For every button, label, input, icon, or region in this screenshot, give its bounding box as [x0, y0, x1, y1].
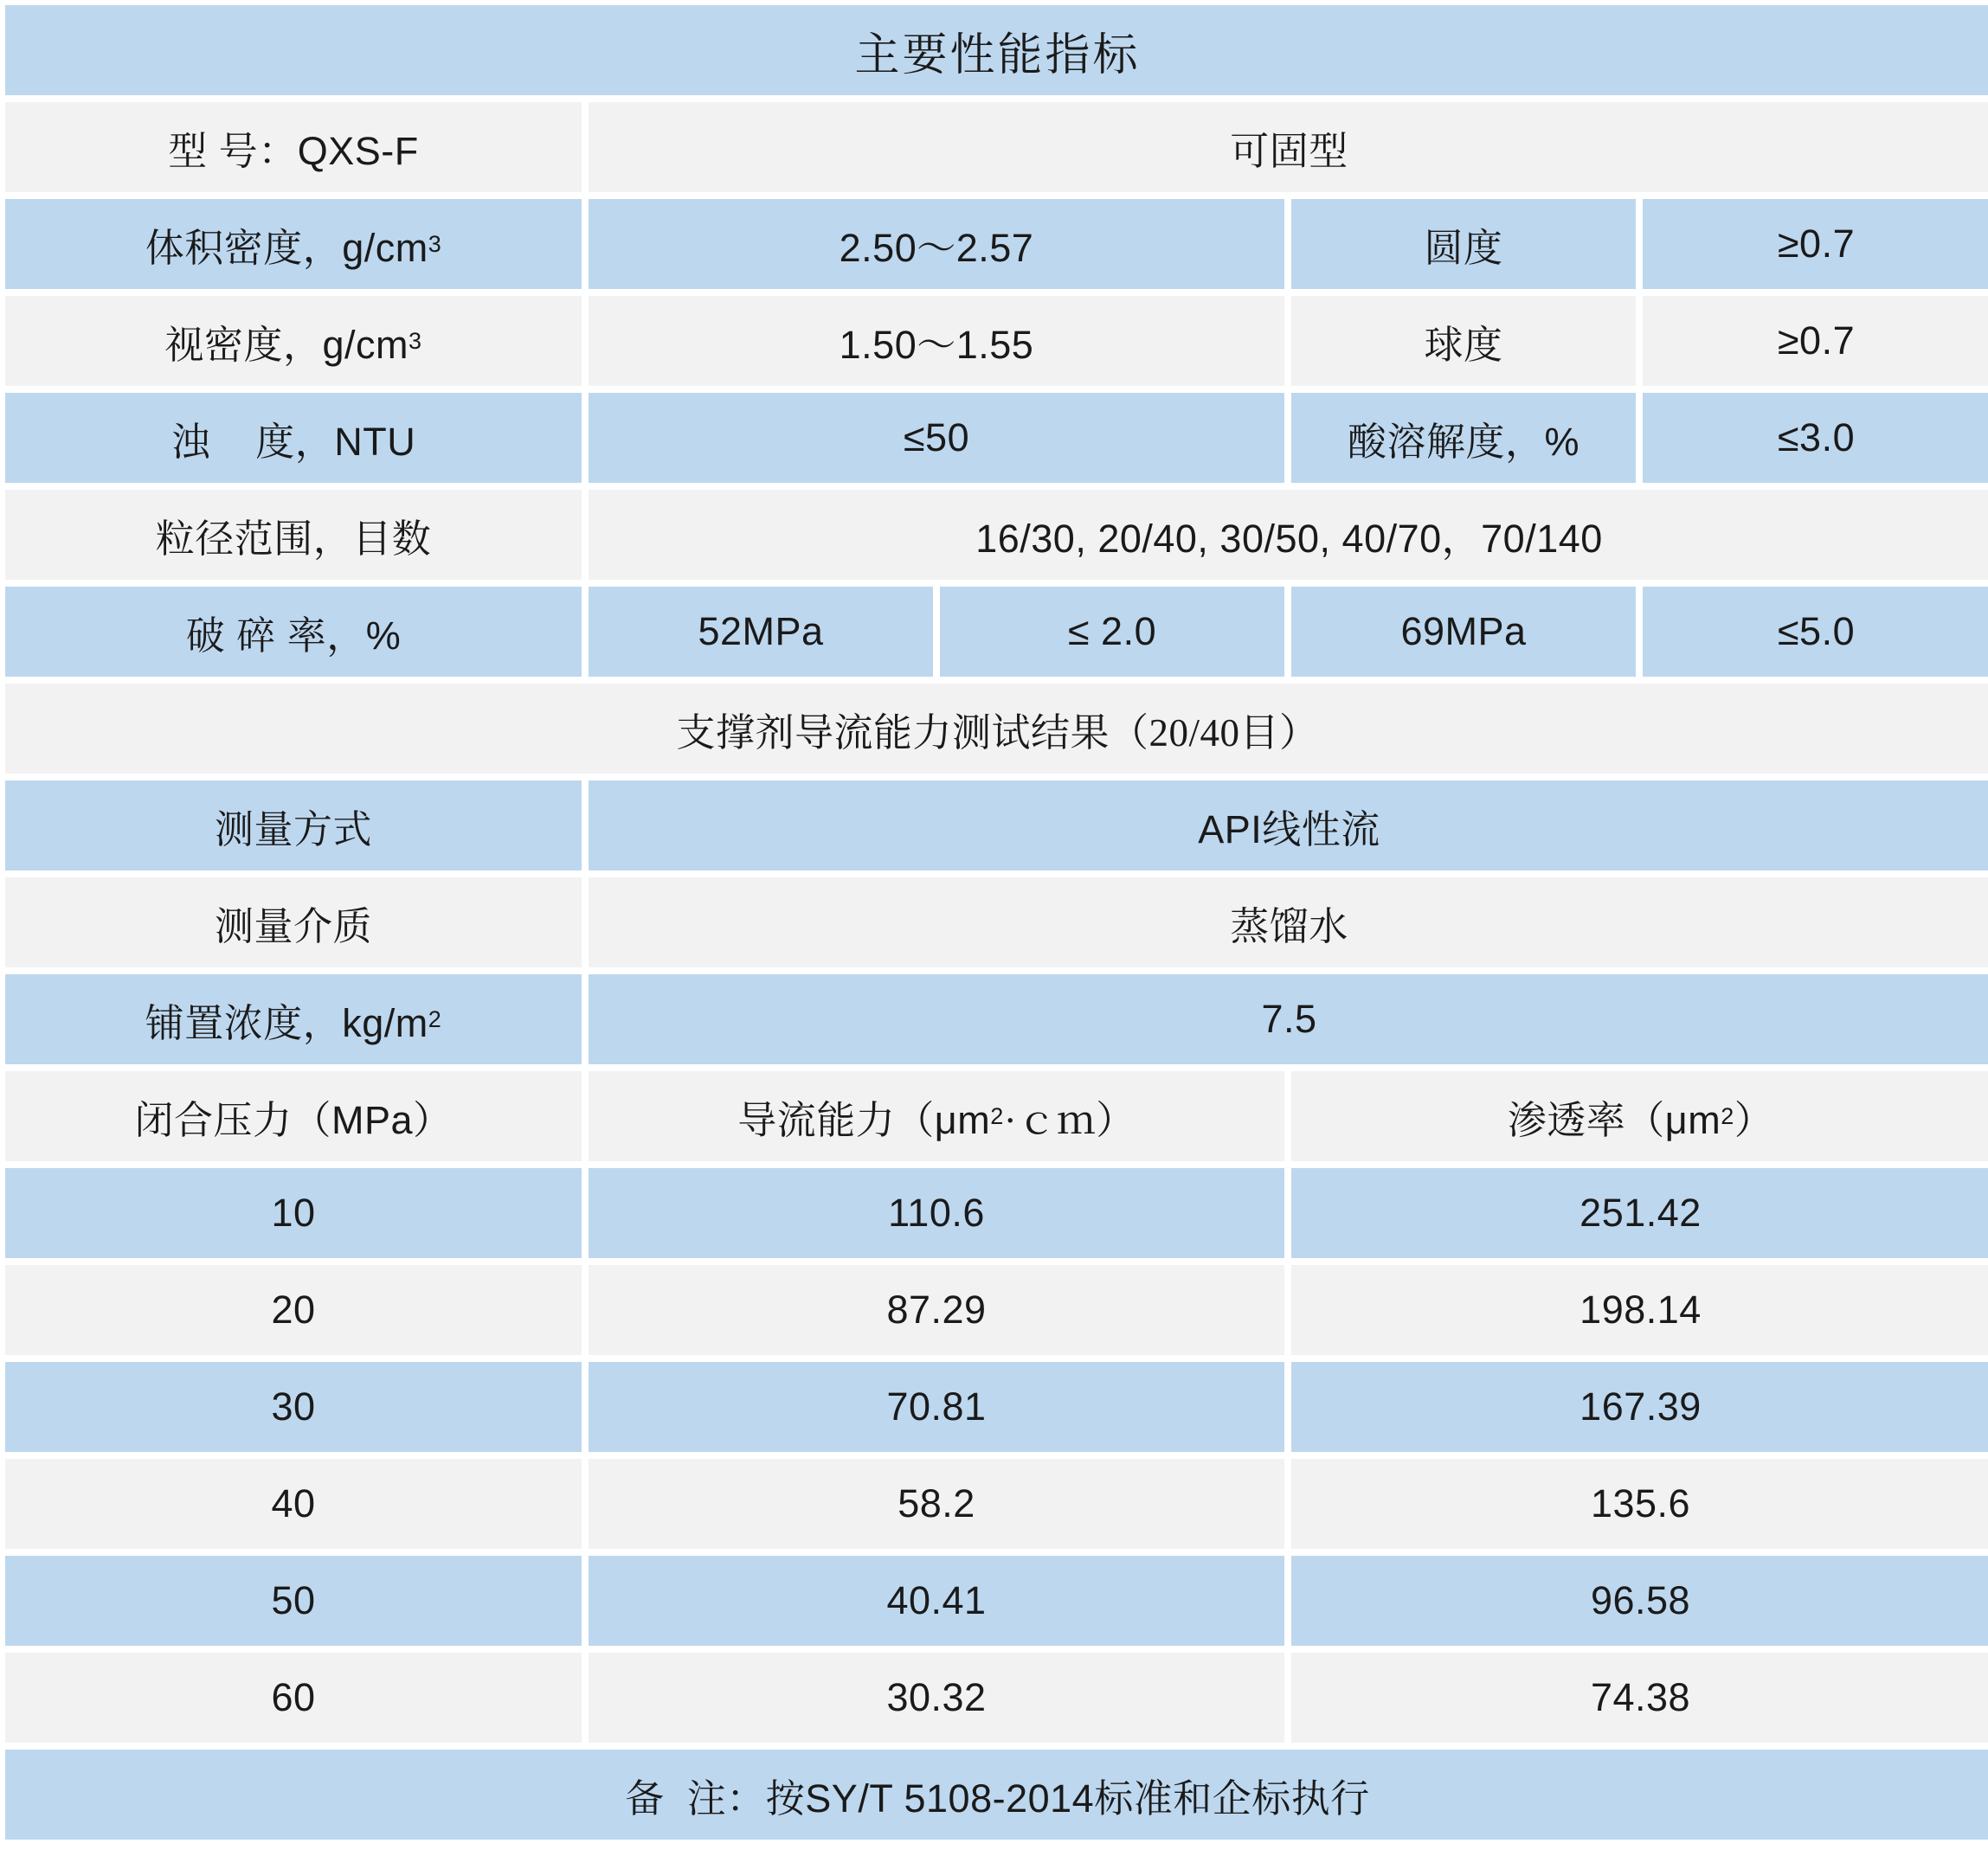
loading-label: 铺置浓度，kg/m 2: [5, 974, 582, 1064]
row-permeability: 74.38: [1291, 1653, 1988, 1743]
row-permeability: 167.39: [1291, 1362, 1988, 1452]
turbidity-value: ≤50: [589, 393, 1284, 483]
row-permeability: 96.58: [1291, 1556, 1988, 1646]
row-pressure: 60: [5, 1653, 582, 1743]
method-value: API线性流: [589, 780, 1988, 870]
apparent-density-label: 视密度，g/cm 3: [5, 296, 582, 386]
row-pressure: 50: [5, 1556, 582, 1646]
model-label: 型 号：QXS-F: [5, 102, 582, 192]
crush-value-1: ≤ 2.0: [940, 587, 1284, 677]
row-permeability: 251.42: [1291, 1168, 1988, 1258]
row-conductivity: 87.29: [589, 1265, 1284, 1355]
row-pressure: 10: [5, 1168, 582, 1258]
performance-sheet: [5, 5, 1983, 1851]
sheet-title: 主要性能指标: [5, 5, 1988, 95]
crush-value-2: ≤5.0: [1643, 587, 1988, 677]
row-pressure: 40: [5, 1459, 582, 1549]
row-conductivity: 70.81: [589, 1362, 1284, 1452]
row-conductivity: 58.2: [589, 1459, 1284, 1549]
medium-value: 蒸馏水: [589, 877, 1988, 967]
row-conductivity: 110.6: [589, 1168, 1284, 1258]
row-permeability: 198.14: [1291, 1265, 1988, 1355]
roundness-label: 圆度: [1291, 199, 1636, 289]
crush-pressure-1: 52MPa: [589, 587, 933, 677]
bulk-density-label: 体积密度，g/cm 3: [5, 199, 582, 289]
acid-solubility-label: 酸溶解度，%: [1291, 393, 1636, 483]
bulk-density-value: 2.50～2.57: [589, 199, 1284, 289]
roundness-value: ≥0.7: [1643, 199, 1988, 289]
sphericity-value: ≥0.7: [1643, 296, 1988, 386]
apparent-density-value: 1.50～1.55: [589, 296, 1284, 386]
size-range-value: 16/30, 20/40, 30/50, 40/70，70/140: [589, 490, 1988, 580]
row-conductivity: 40.41: [589, 1556, 1284, 1646]
header-closure-pressure: 闭合压力（MPa）: [5, 1071, 582, 1161]
row-conductivity: 30.32: [589, 1653, 1284, 1743]
loading-value: 7.5: [589, 974, 1988, 1064]
standard-note: 备 注：按SY/T 5108-2014标准和企标执行: [5, 1750, 1988, 1840]
header-conductivity: 导流能力（μm 2 ·ｃｍ）: [589, 1071, 1284, 1161]
model-value: 可固型: [589, 102, 1988, 192]
row-pressure: 20: [5, 1265, 582, 1355]
acid-solubility-value: ≤3.0: [1643, 393, 1988, 483]
conductivity-section-title: 支撑剂导流能力测试结果（20/40目）: [5, 684, 1988, 774]
method-label: 测量方式: [5, 780, 582, 870]
turbidity-label: 浊 度，NTU: [5, 393, 582, 483]
row-permeability: 135.6: [1291, 1459, 1988, 1549]
sphericity-label: 球度: [1291, 296, 1636, 386]
medium-label: 测量介质: [5, 877, 582, 967]
crush-pressure-2: 69MPa: [1291, 587, 1636, 677]
header-permeability: 渗透率（μm 2 ）: [1291, 1071, 1988, 1161]
row-pressure: 30: [5, 1362, 582, 1452]
size-range-label: 粒径范围，目数: [5, 490, 582, 580]
crush-rate-label: 破 碎 率，%: [5, 587, 582, 677]
